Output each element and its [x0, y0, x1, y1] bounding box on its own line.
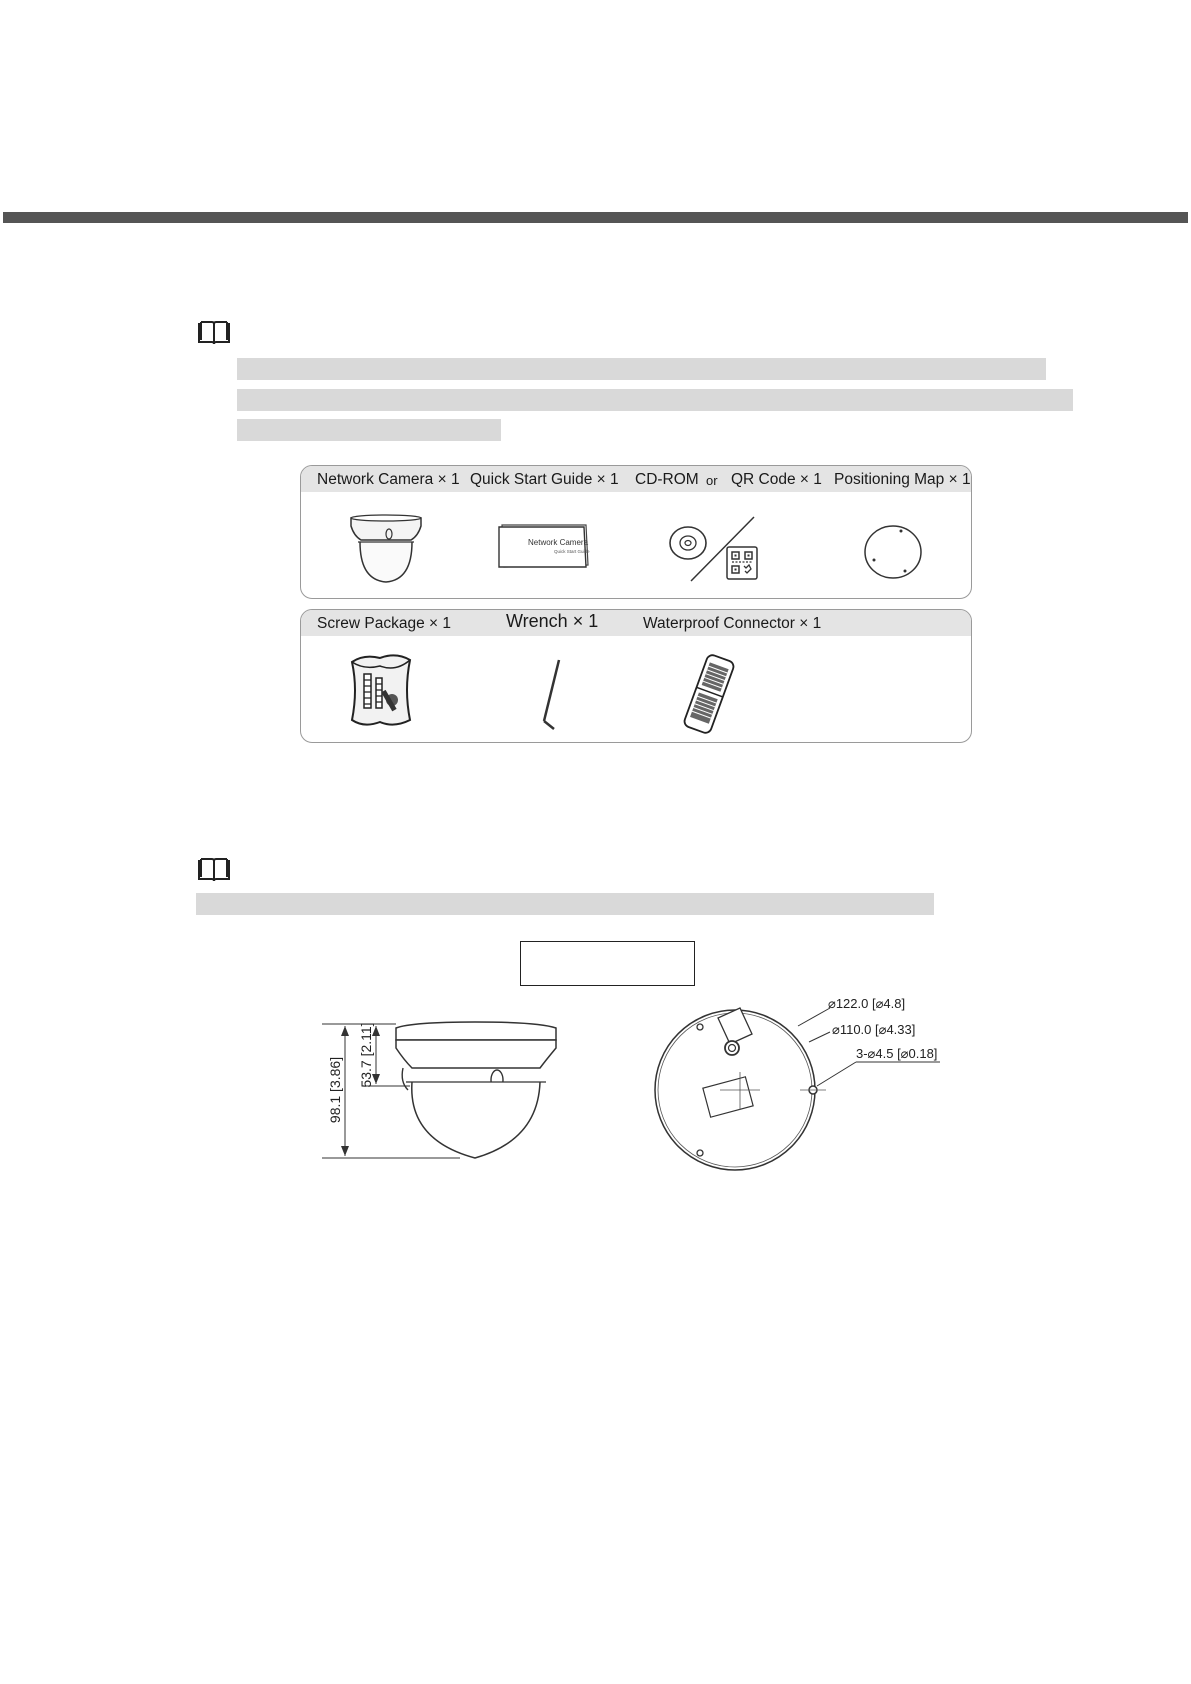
item-label-qr: QR Code × 1	[731, 471, 822, 488]
mounting-holes-label: 3-⌀4.5 [⌀0.18]	[856, 1046, 938, 1061]
diameter-inner-label: ⌀110.0 [⌀4.33]	[832, 1022, 916, 1037]
package-list-row-2	[300, 609, 972, 743]
item-label-cdrom: CD-ROM	[635, 471, 699, 488]
header-rule	[3, 212, 1188, 223]
figure-caption-box	[520, 941, 695, 986]
screw-bag-icon	[346, 650, 416, 730]
height-top-label: 53.7 [2.11]	[358, 1022, 374, 1088]
dimension-drawing	[300, 990, 960, 1180]
item-label-guide: Quick Start Guide × 1	[470, 471, 619, 488]
wrench-icon	[526, 655, 576, 735]
note-line	[196, 893, 934, 915]
note-line	[237, 389, 1073, 411]
item-label-connector: Waterproof Connector × 1	[643, 615, 822, 632]
note-line	[237, 419, 501, 441]
guide-icon	[496, 521, 591, 571]
package-list-row-1	[300, 465, 972, 599]
connector-icon	[679, 650, 739, 738]
item-label-map: Positioning Map × 1	[834, 471, 971, 488]
book-icon	[197, 857, 231, 883]
svg-text:Quick Start Guide: Quick Start Guide	[554, 549, 590, 554]
camera-icon	[346, 512, 426, 587]
book-icon	[197, 320, 231, 346]
note-line	[237, 358, 1046, 380]
item-label-or: or	[706, 473, 718, 488]
item-label-screws: Screw Package × 1	[317, 615, 451, 632]
svg-text:Network Camera: Network Camera	[528, 538, 589, 547]
qr-icon	[726, 546, 758, 580]
item-label-wrench: Wrench × 1	[506, 611, 599, 631]
map-icon	[861, 521, 926, 586]
diameter-outer-label: ⌀122.0 [⌀4.8]	[828, 996, 906, 1011]
item-label-camera: Network Camera × 1	[317, 471, 460, 488]
camera-side-view	[396, 1022, 556, 1158]
height-total-label: 98.1 [3.86]	[327, 1056, 343, 1124]
camera-bottom-view	[655, 1008, 826, 1170]
